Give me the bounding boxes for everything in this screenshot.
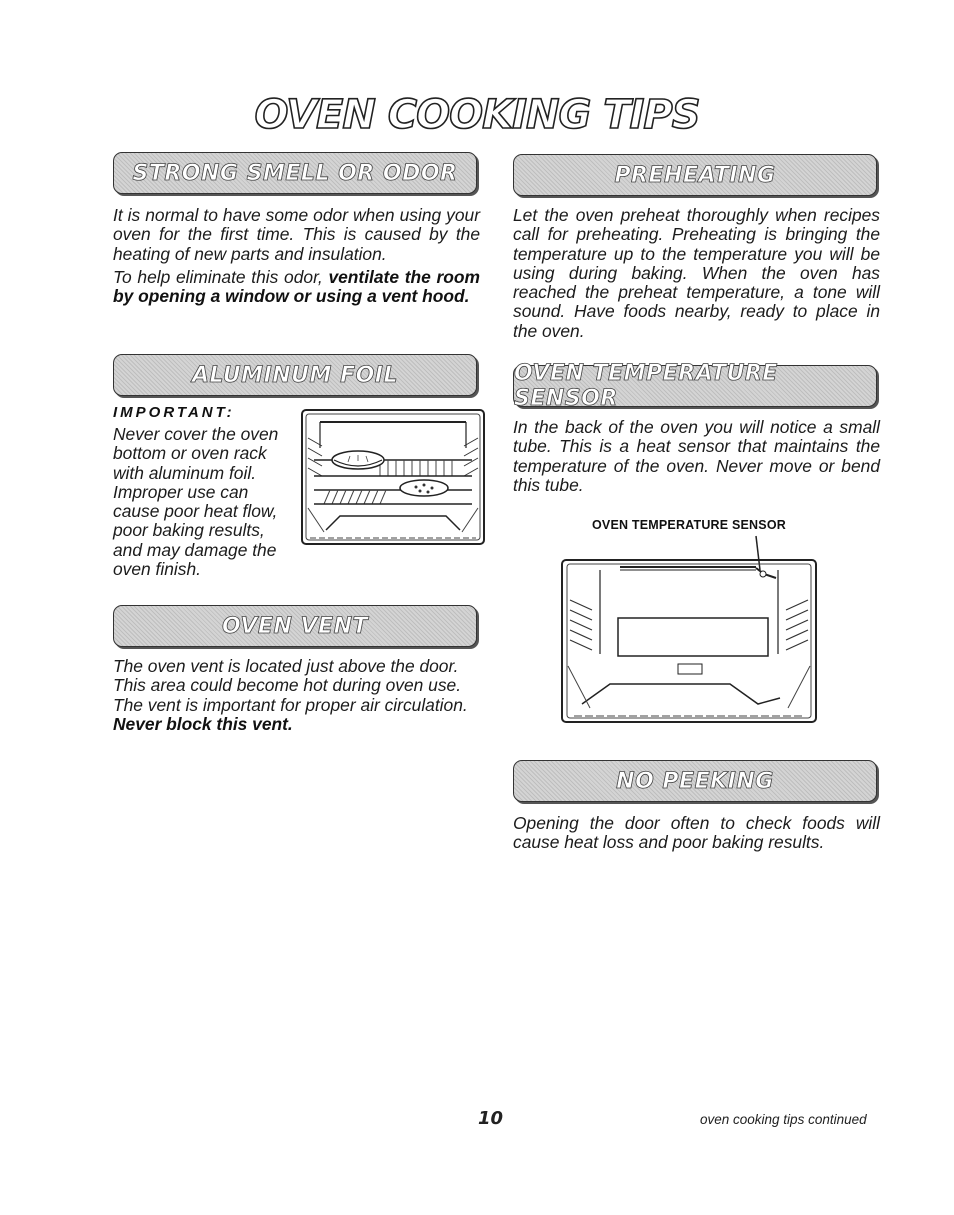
peeking-paragraph: Opening the door often to check foods will cause heat loss and poor baking results. [513, 813, 880, 853]
important-label: IMPORTANT: [113, 404, 235, 421]
vent-text: The oven vent is located just above the door. This area could become hot during oven use. The vent is important for proper air circulation. [113, 656, 468, 715]
section-heading: PREHEATING [614, 162, 776, 188]
section-heading: ALUMINUM FOIL [191, 362, 399, 388]
continued-note: oven cooking tips continued [700, 1112, 867, 1127]
odor-lead-text: To help eliminate this odor, [113, 267, 329, 287]
section-header-preheating [513, 154, 877, 196]
oven-sensor-illustration [560, 534, 818, 726]
oven-rack-illustration [300, 408, 486, 546]
section-heading: OVEN VENT [221, 613, 369, 639]
section-header-odor [113, 152, 477, 194]
section-header-foil [113, 354, 477, 396]
vent-warning: Never block this vent. [113, 713, 293, 734]
odor-paragraph-2 [113, 268, 480, 307]
vent-paragraph [113, 657, 480, 734]
sensor-caption: OVEN TEMPERATURE SENSOR [592, 518, 786, 532]
preheating-paragraph: Let the oven preheat thoroughly when recipes call for preheating. Preheating is bringing the temperature up to the temperature you will be using during baking. When the oven has reached the preheat temperature, a tone will sound. Have foods nearby, ready to place in the oven. [513, 205, 880, 341]
section-heading: NO PEEKING [616, 768, 774, 794]
odor-bold-text: ventilate the room by opening a window or using a vent hood. [113, 267, 480, 307]
section-header-vent [113, 605, 477, 647]
sensor-paragraph: In the back of the oven you will notice a small tube. This is a heat sensor that maintains the temperature of the oven. Never move or bend this tube. [513, 417, 880, 495]
page-title: OVEN COOKING TIPS [254, 92, 700, 138]
page-number: 10 [478, 1108, 504, 1129]
section-heading: STRONG SMELL OR ODOR [132, 160, 458, 186]
section-header-sensor [513, 361, 877, 411]
section-heading: OVEN TEMPERATURE SENSOR [514, 361, 778, 411]
foil-paragraph: Never cover the oven bottom or oven rack with aluminum foil. Improper use can cause poor heat flow, poor baking results, and may damage the oven finish. [113, 424, 279, 580]
section-header-peeking [513, 760, 877, 802]
odor-paragraph-1: It is normal to have some odor when using your oven for the first time. This is caused by the heating of new parts and insulation. [113, 205, 480, 264]
